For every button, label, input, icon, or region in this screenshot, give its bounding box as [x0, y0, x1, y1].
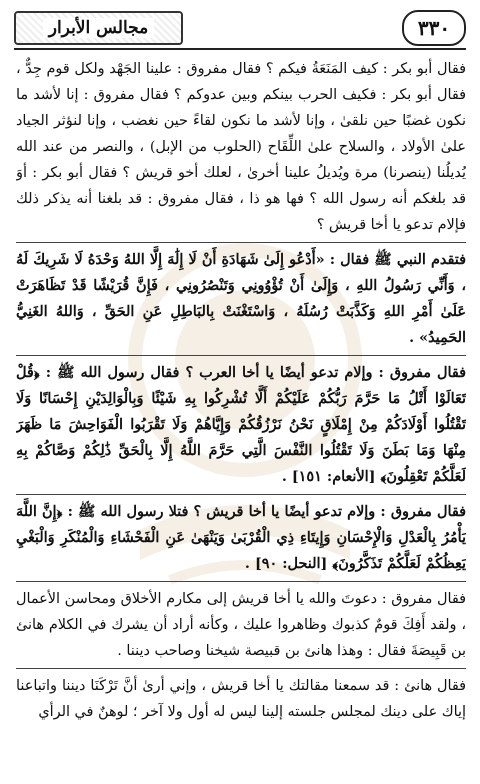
book-title: مجالس الأبرار — [43, 18, 155, 38]
divider — [16, 668, 466, 669]
page-header — [14, 8, 466, 50]
page-number-text: ٣٣٠ — [417, 16, 451, 40]
divider — [16, 242, 466, 243]
paragraph-5: فقال مفروق : دعوتَ والله يا أخا قريش إلى مكارم الأخلاق ومحاسن الأعمال ، ولقد أَفِكَ قومٌ كذبوك وظاهروا عليك ، وكأنه أراد أن يشرك في الكلام هانئ بن قَبِيصَةَ فقال : وهذا هانئ بن قبيصة شيخنا وصاحب ديننا . — [16, 591, 466, 659]
paragraph-2: فتقدم النبي ﷺ فقال : «أَدْعُو إِلَىٰ شَهَادَةِ أَنْ لَا إِلَٰهَ إِلَّا اللهُ وَحْدَهُ لَا شَرِيكَ لَهُ ، وَأَنِّي رَسُولُ اللهِ ، وَإِلَىٰ أَنْ تُؤْوُونِي وَتَنْصُرُونِي ، فَإِنَّ قُرَيْشًا قَدْ تَظَاهَرَتْ عَلَىٰ أَمْرِ اللهِ وَكَذَّبَتْ رُسُلَهُ ، وَاسْتَغْنَتْ بِالبَاطِلِ عَنِ الحَقِّ ، وَاللهُ الغَنِيُّ الحَمِيدُ» . — [16, 251, 466, 346]
divider — [16, 581, 466, 582]
paragraph-1: فقال أبو بكر : كيف المَنَعَةُ فيكم ؟ فقال مفروق : علينا الجَهْد ولكل قوم جِدٌّ ، فقال أبو بكر : فكيف الحرب بينكم وبين عدوكم ؟ فقال مفروق : إنا لأشد ما نكون غضبًا حين نلقىٰ ، وإنا لأشد ما نكون لقاءً حين نغضب ، وإنا لنؤثر الجياد علىٰ الأولاد ، والسلاح علىٰ اللِّقَاح (الحلوب من الإبل) ، والنصر من عند الله يُديلُنا (ينصرنا) مرة ويُديلُ علينا أخرىٰ ، لعلك أخو قريش ؟ فقال أبو بكر : أوَ قد بلغكم أنه رسول الله ؟ فها هو ذا ، فقال مفروق : قد بلغنا أنه يذكر ذلك فإلام تدعو يا أخا قريش ؟ — [16, 61, 466, 233]
divider — [16, 494, 466, 495]
book-title-frame — [14, 11, 183, 45]
page-number — [402, 10, 466, 46]
paragraph-4: فقال مفروق : وإلام تدعو أيضًا يا أخا قريش ؟ فتلا رسول الله ﷺ : ﴿إِنَّ اللَّهَ يَأْمُرُ بِالْعَدْلِ وَالْإِحْسَانِ وَإِيتَاءِ ذِي الْقُرْبَىٰ وَيَنْهَىٰ عَنِ الْفَحْشَاءِ وَالْمُنْكَرِ وَالْبَغْيِ يَعِظُكُمْ لَعَلَّكُمْ تَذَكَّرُونَ﴾ [النحل: ٩٠] . — [16, 503, 466, 572]
paragraph-3: فقال مفروق : وإلام تدعو أيضًا يا أخا العرب ؟ فقال رسول الله ﷺ : ﴿قُلْ تَعَالَوْا أَتْلُ مَا حَرَّمَ رَبُّكُمْ عَلَيْكُمْ أَلَّا تُشْرِكُوا بِهِ شَيْئًا وَبِالْوَالِدَيْنِ إِحْسَانًا وَلَا تَقْتُلُوا أَوْلَادَكُمْ مِنْ إِمْلَاقٍ نَحْنُ نَرْزُقُكُمْ وَإِيَّاهُمْ وَلَا تَقْرَبُوا الْفَوَاحِشَ مَا ظَهَرَ مِنْهَا وَمَا بَطَنَ وَلَا تَقْتُلُوا النَّفْسَ الَّتِي حَرَّمَ اللَّهُ إِلَّا بِالْحَقِّ ذَٰلِكُمْ وَصَّاكُمْ بِهِ لَعَلَّكُمْ تَعْقِلُونَ﴾ [الأنعام: ١٥١] . — [16, 364, 466, 485]
paragraph-6: فقال هانئ : قد سمعنا مقالتك يا أخا قريش ، وإني أرىٰ أنَّ تَرْكَنَا ديننا واتباعنا إياك على دينك لمجلس جلسته إلينا ليس له أول ولا آخر ؛ لوهنٌ في الرأي — [16, 678, 466, 720]
divider — [16, 355, 466, 356]
page-content — [16, 56, 466, 776]
